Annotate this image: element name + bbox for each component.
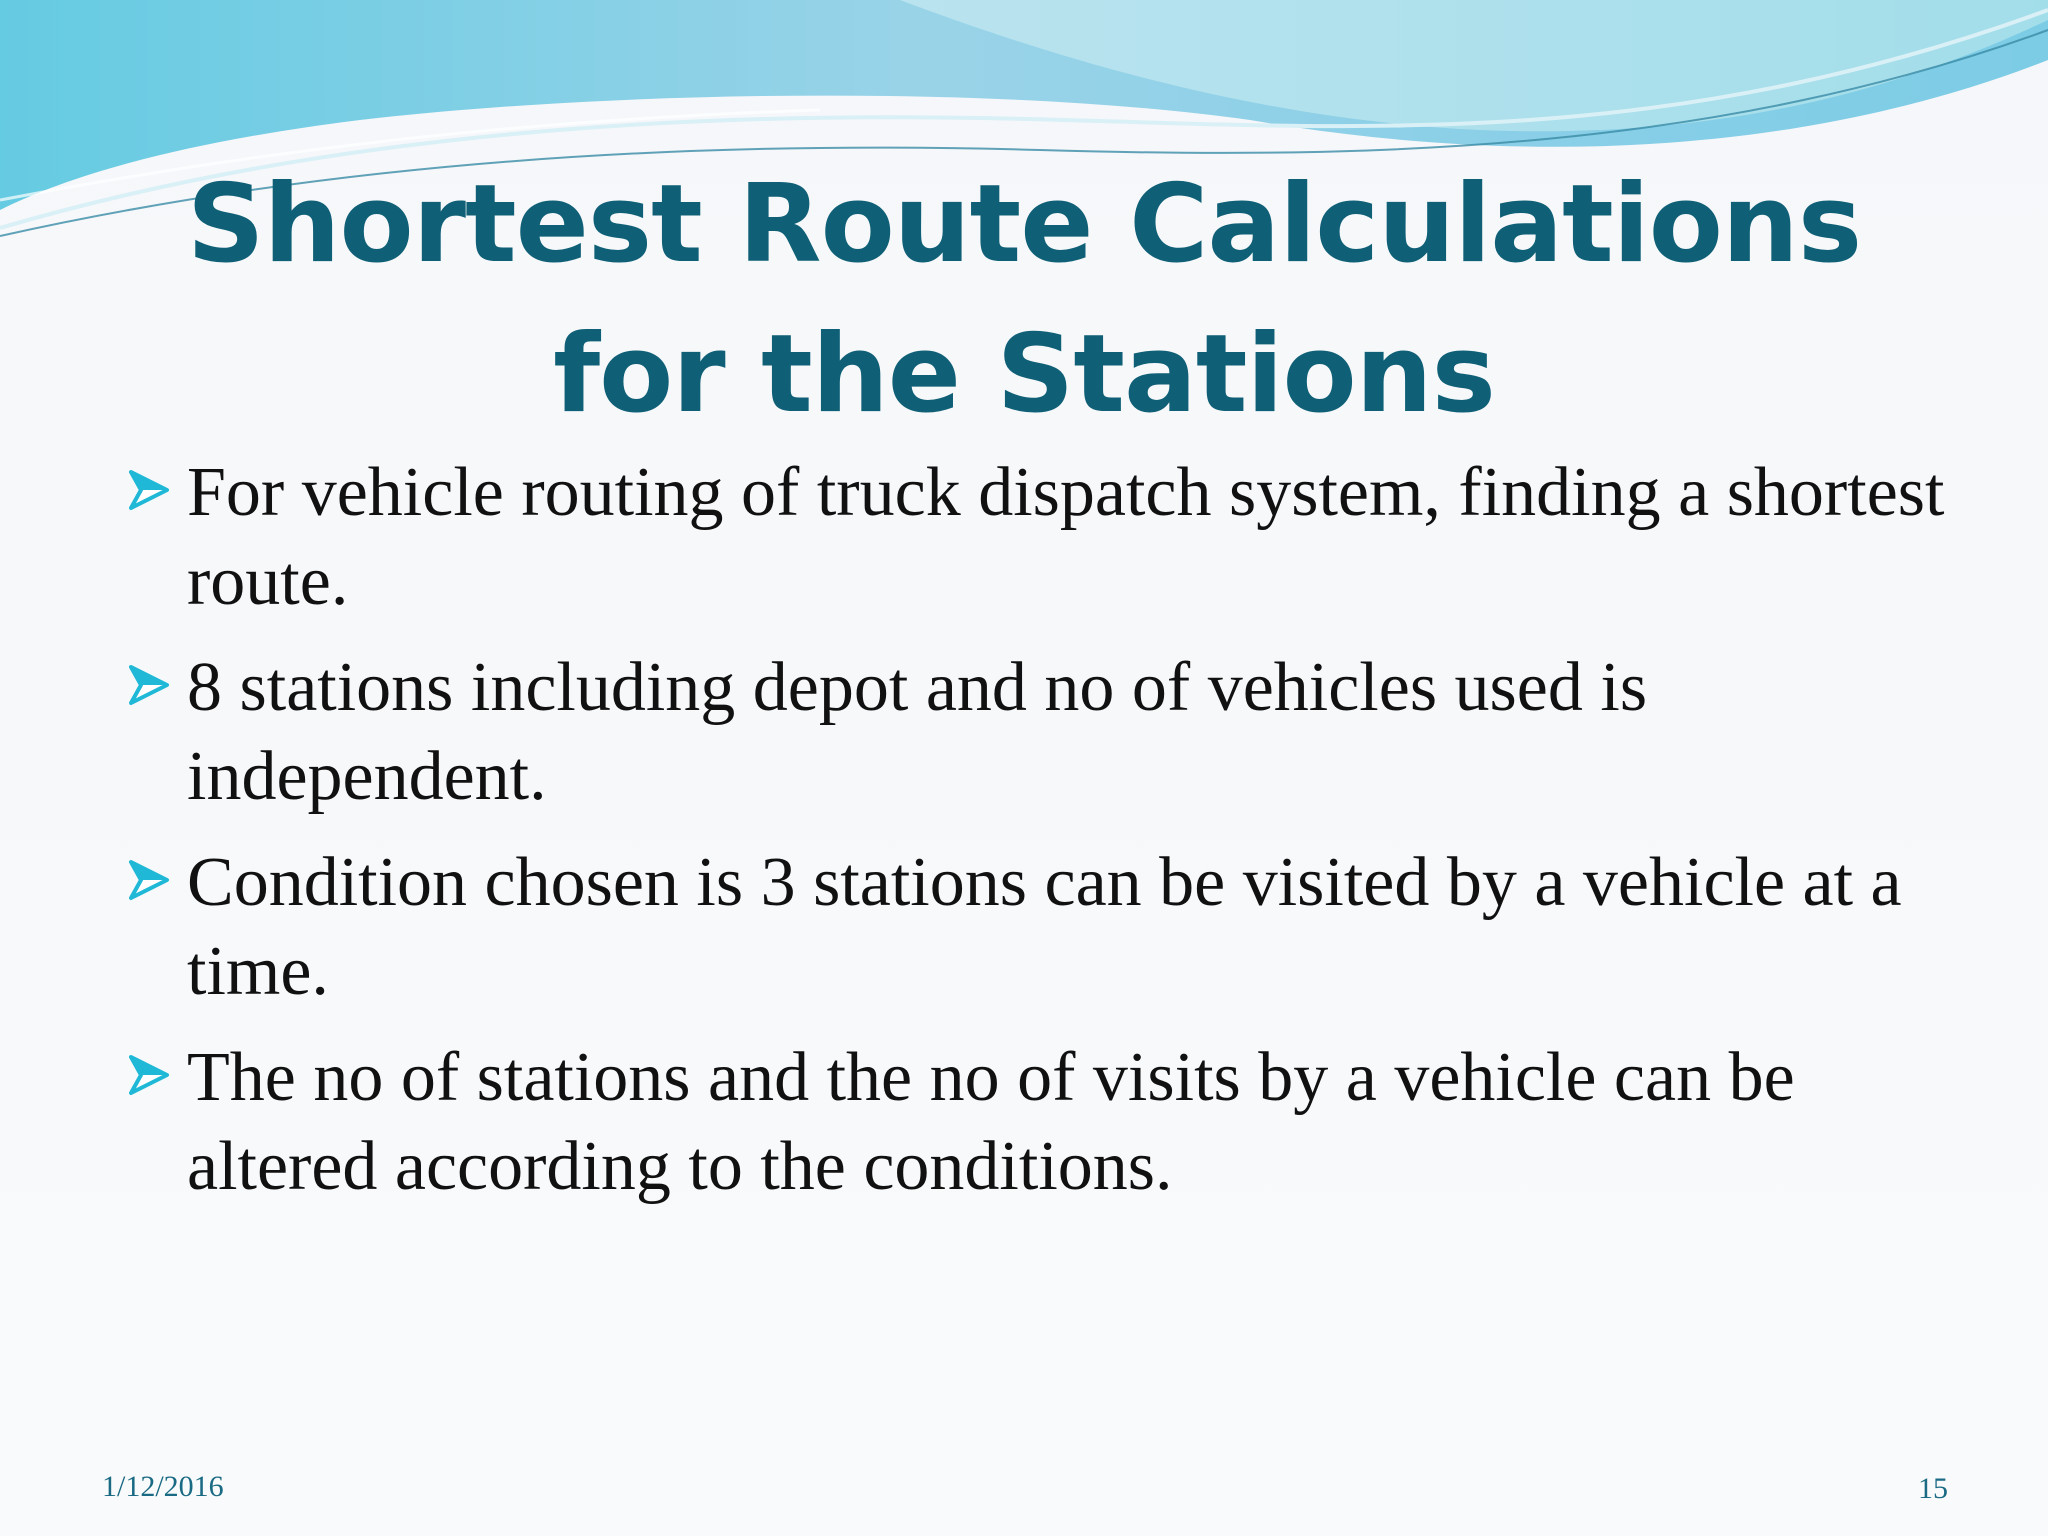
bullet-text: Condition chosen is 3 stations can be visited by a vehicle at a time. [187,844,1902,1010]
bullet-text: The no of stations and the no of visits by a vehicle can be altered according to the conditions. [187,1039,1795,1205]
bullet-item [125,838,1955,1016]
bullet-text: 8 stations including depot and no of vehicles used is independent. [187,649,1648,815]
footer-page-number: 15 [1918,1472,1948,1505]
arrowhead-icon [127,858,171,902]
bullet-text: For vehicle routing of truck dispatch system, finding a shortest route. [187,454,1945,620]
bullet-item [125,1033,1955,1211]
bullet-item [125,448,1955,626]
slide-title: Shortest Route Calculations for the Stations [186,162,1862,437]
footer-date: 1/12/2016 [102,1470,224,1503]
arrowhead-icon [127,468,171,512]
bullet-list [125,448,1955,1228]
arrowhead-icon [127,1053,171,1097]
arrowhead-icon [127,663,171,707]
bullet-item [125,643,1955,821]
